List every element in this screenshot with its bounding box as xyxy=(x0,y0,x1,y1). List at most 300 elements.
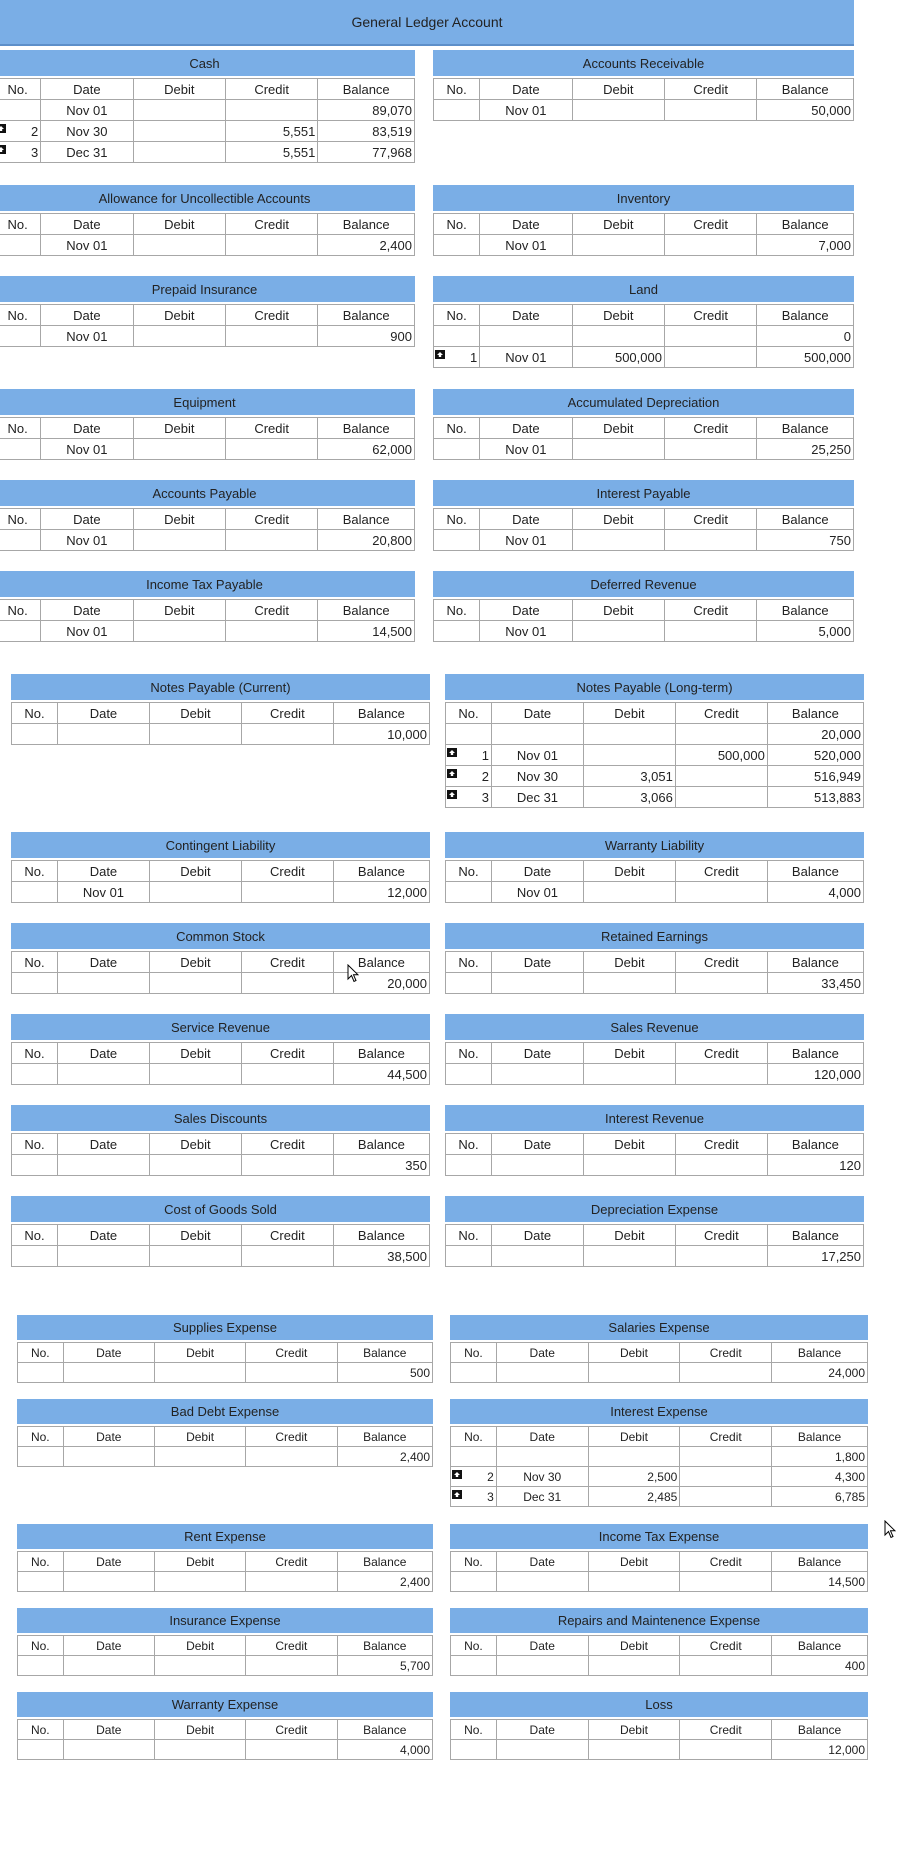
cell-debit[interactable] xyxy=(572,100,664,121)
cell-balance[interactable] xyxy=(772,1467,868,1487)
cell-debit[interactable] xyxy=(133,235,225,256)
cell-date[interactable] xyxy=(491,1155,583,1176)
cell-no[interactable] xyxy=(451,1467,497,1487)
cell-credit[interactable] xyxy=(225,100,317,121)
cell-date[interactable] xyxy=(491,724,583,745)
column-header-no: No. xyxy=(446,703,492,724)
date-value: Dec 31 xyxy=(523,1489,562,1504)
column-header-date: Date xyxy=(491,1225,583,1246)
column-header-credit: Credit xyxy=(241,952,333,973)
cell-date[interactable] xyxy=(496,1740,588,1760)
account-title: Insurance Expense xyxy=(17,1608,433,1635)
table-row xyxy=(12,1155,430,1176)
cell-credit[interactable] xyxy=(675,1155,767,1176)
cell-no[interactable] xyxy=(434,100,480,121)
cell-balance[interactable] xyxy=(772,1447,868,1467)
cell-credit[interactable] xyxy=(664,621,756,642)
cell-debit[interactable] xyxy=(154,1363,245,1383)
cell-balance[interactable] xyxy=(767,724,863,745)
cell-date[interactable] xyxy=(63,1572,154,1592)
cell-credit[interactable] xyxy=(225,121,317,142)
column-header-debit: Debit xyxy=(149,1043,241,1064)
cell-credit[interactable] xyxy=(680,1740,772,1760)
cell-no[interactable] xyxy=(0,326,41,347)
cell-debit[interactable] xyxy=(149,973,241,994)
cell-balance[interactable] xyxy=(767,1155,863,1176)
cell-date[interactable] xyxy=(480,530,572,551)
date-value: Nov 01 xyxy=(505,441,547,457)
cell-credit[interactable] xyxy=(241,724,333,745)
cell-balance[interactable] xyxy=(318,142,415,163)
header-row xyxy=(434,418,854,439)
cell-debit[interactable] xyxy=(588,1363,680,1383)
account-title: Bad Debt Expense xyxy=(17,1399,433,1426)
cell-date[interactable] xyxy=(496,1363,588,1383)
cell-balance[interactable] xyxy=(333,1155,429,1176)
cell-debit[interactable] xyxy=(572,621,664,642)
cell-date[interactable] xyxy=(41,142,133,163)
ledger-table xyxy=(433,417,854,460)
cell-credit[interactable] xyxy=(241,1246,333,1267)
cell-debit[interactable] xyxy=(133,439,225,460)
table-row xyxy=(0,439,415,460)
cell-debit[interactable] xyxy=(154,1740,245,1760)
cell-debit[interactable] xyxy=(583,766,675,787)
cell-no[interactable] xyxy=(18,1740,64,1760)
cell-date[interactable] xyxy=(63,1740,154,1760)
cell-no[interactable] xyxy=(434,235,480,256)
cell-debit[interactable] xyxy=(572,235,664,256)
cell-credit[interactable] xyxy=(225,235,317,256)
cell-date[interactable] xyxy=(41,439,133,460)
cell-balance[interactable] xyxy=(772,1487,868,1507)
cell-balance[interactable] xyxy=(767,745,863,766)
cell-no[interactable] xyxy=(446,882,492,903)
cell-balance[interactable] xyxy=(333,1246,429,1267)
cell-balance[interactable] xyxy=(757,347,854,368)
cell-debit[interactable] xyxy=(149,1246,241,1267)
cell-no[interactable] xyxy=(12,973,58,994)
cell-credit[interactable] xyxy=(664,235,756,256)
cell-balance[interactable] xyxy=(318,621,415,642)
column-header-no: No. xyxy=(446,952,492,973)
debit-value: 3,051 xyxy=(640,768,673,784)
cell-date[interactable] xyxy=(57,973,149,994)
cell-debit[interactable] xyxy=(588,1740,680,1760)
cell-debit[interactable] xyxy=(133,326,225,347)
column-header-date: Date xyxy=(57,1225,149,1246)
cell-no[interactable] xyxy=(451,1656,497,1676)
header-row xyxy=(12,952,430,973)
column-header-credit: Credit xyxy=(664,509,756,530)
cell-date[interactable] xyxy=(63,1447,154,1467)
cell-no[interactable] xyxy=(446,1155,492,1176)
journal-link-icon[interactable] xyxy=(0,124,6,133)
cell-balance[interactable] xyxy=(767,1064,863,1085)
cell-date[interactable] xyxy=(480,439,572,460)
column-header-no: No. xyxy=(0,79,41,100)
column-header-no: No. xyxy=(0,214,41,235)
cell-date[interactable] xyxy=(480,326,572,347)
cell-balance[interactable] xyxy=(337,1656,432,1676)
cell-date[interactable] xyxy=(63,1363,154,1383)
cell-credit[interactable] xyxy=(225,326,317,347)
cell-debit[interactable] xyxy=(583,745,675,766)
column-header-debit: Debit xyxy=(583,1134,675,1155)
date-value: Nov 01 xyxy=(82,884,125,900)
ledger-table xyxy=(445,951,864,994)
cell-debit[interactable] xyxy=(133,142,225,163)
cell-debit[interactable] xyxy=(572,326,664,347)
cell-balance[interactable] xyxy=(318,530,415,551)
cell-no[interactable] xyxy=(446,766,492,787)
cell-no[interactable] xyxy=(18,1363,64,1383)
cell-debit[interactable] xyxy=(133,621,225,642)
cell-date[interactable] xyxy=(491,1064,583,1085)
cell-date[interactable] xyxy=(491,745,583,766)
cell-debit[interactable] xyxy=(133,100,225,121)
cell-credit[interactable] xyxy=(664,347,756,368)
column-header-credit: Credit xyxy=(675,1134,767,1155)
cell-date[interactable] xyxy=(57,1155,149,1176)
cell-date[interactable] xyxy=(57,882,149,903)
cell-balance[interactable] xyxy=(757,100,854,121)
header-row xyxy=(12,861,430,882)
cell-credit[interactable] xyxy=(675,882,767,903)
cell-no[interactable] xyxy=(12,882,58,903)
ledger-table xyxy=(0,213,415,256)
date-value: Nov 30 xyxy=(516,768,559,784)
ledger-account-equipment xyxy=(0,389,415,460)
cell-debit[interactable] xyxy=(149,882,241,903)
cell-credit[interactable] xyxy=(246,1447,337,1467)
ledger-table xyxy=(433,304,854,368)
journal-link-icon[interactable] xyxy=(452,1490,462,1499)
cell-credit[interactable] xyxy=(246,1656,337,1676)
cell-debit[interactable] xyxy=(588,1467,680,1487)
cell-date[interactable] xyxy=(480,621,572,642)
column-header-date: Date xyxy=(491,861,583,882)
ledger-table xyxy=(450,1551,868,1592)
cell-credit[interactable] xyxy=(225,530,317,551)
table-row xyxy=(451,1467,868,1487)
cell-date[interactable] xyxy=(41,235,133,256)
cell-date[interactable] xyxy=(57,1246,149,1267)
cell-date[interactable] xyxy=(41,530,133,551)
cell-no[interactable] xyxy=(434,326,480,347)
cell-date[interactable] xyxy=(496,1487,588,1507)
balance-value: 14,500 xyxy=(828,1574,865,1589)
cell-no[interactable] xyxy=(446,1064,492,1085)
cell-debit[interactable] xyxy=(583,1155,675,1176)
cell-no[interactable] xyxy=(446,787,492,808)
cell-credit[interactable] xyxy=(675,745,767,766)
cell-debit[interactable] xyxy=(133,530,225,551)
account-title: Accounts Payable xyxy=(0,480,415,508)
cell-credit[interactable] xyxy=(680,1363,772,1383)
column-header-credit: Credit xyxy=(664,600,756,621)
date-value: Dec 31 xyxy=(66,144,108,160)
journal-link-icon[interactable] xyxy=(435,350,445,359)
cell-debit[interactable] xyxy=(572,439,664,460)
cell-no[interactable] xyxy=(451,1447,497,1467)
cell-no[interactable] xyxy=(18,1656,64,1676)
ledger-account-inventory xyxy=(433,185,854,256)
cell-credit[interactable] xyxy=(680,1572,772,1592)
cell-no[interactable] xyxy=(451,1487,497,1507)
account-title: Interest Payable xyxy=(433,480,854,508)
cell-balance[interactable] xyxy=(337,1740,432,1760)
cell-balance[interactable] xyxy=(337,1572,432,1592)
cell-no[interactable] xyxy=(446,745,492,766)
column-header-debit: Debit xyxy=(583,861,675,882)
cell-date[interactable] xyxy=(496,1467,588,1487)
cell-no[interactable] xyxy=(451,1363,497,1383)
table-row xyxy=(0,621,415,642)
cell-debit[interactable] xyxy=(133,121,225,142)
journal-link-icon[interactable] xyxy=(452,1470,462,1479)
column-header-no: No. xyxy=(12,1043,58,1064)
no-value: 3 xyxy=(481,789,489,805)
account-title: Cash xyxy=(0,50,415,78)
cell-debit[interactable] xyxy=(588,1487,680,1507)
cell-balance[interactable] xyxy=(772,1656,868,1676)
cell-credit[interactable] xyxy=(675,766,767,787)
column-header-no: No. xyxy=(18,1343,64,1363)
ledger-table xyxy=(17,1635,433,1676)
balance-value: 500,000 xyxy=(804,349,851,365)
cell-no[interactable] xyxy=(434,347,480,368)
column-header-date: Date xyxy=(57,952,149,973)
cell-balance[interactable] xyxy=(767,766,863,787)
cell-debit[interactable] xyxy=(583,1064,675,1085)
cell-no[interactable] xyxy=(451,1740,497,1760)
cell-credit[interactable] xyxy=(680,1487,772,1507)
cell-no[interactable] xyxy=(434,439,480,460)
cell-debit[interactable] xyxy=(572,530,664,551)
cell-balance[interactable] xyxy=(337,1363,432,1383)
column-header-no: No. xyxy=(446,1043,492,1064)
cell-balance[interactable] xyxy=(757,235,854,256)
column-header-debit: Debit xyxy=(133,79,225,100)
cell-no[interactable] xyxy=(451,1572,497,1592)
balance-value: 14,500 xyxy=(372,623,412,639)
cell-balance[interactable] xyxy=(767,787,863,808)
cell-balance[interactable] xyxy=(772,1740,868,1760)
cell-credit[interactable] xyxy=(680,1467,772,1487)
cell-credit[interactable] xyxy=(664,100,756,121)
cell-date[interactable] xyxy=(491,766,583,787)
cell-no[interactable] xyxy=(0,235,41,256)
column-header-balance: Balance xyxy=(757,509,854,530)
cell-no[interactable] xyxy=(12,724,58,745)
cell-no[interactable] xyxy=(12,1064,58,1085)
column-header-date: Date xyxy=(63,1343,154,1363)
cell-date[interactable] xyxy=(496,1656,588,1676)
ledger-table xyxy=(445,1042,864,1085)
column-header-date: Date xyxy=(57,1043,149,1064)
cell-credit[interactable] xyxy=(675,973,767,994)
cell-no[interactable] xyxy=(18,1447,64,1467)
balance-value: 120,000 xyxy=(814,1066,861,1082)
cell-no[interactable] xyxy=(12,1246,58,1267)
column-header-debit: Debit xyxy=(154,1552,245,1572)
cell-no[interactable] xyxy=(12,1155,58,1176)
cell-balance[interactable] xyxy=(757,439,854,460)
cell-no[interactable] xyxy=(446,973,492,994)
cell-credit[interactable] xyxy=(675,787,767,808)
cell-no[interactable] xyxy=(0,621,41,642)
date-value: Nov 01 xyxy=(505,349,547,365)
cell-debit[interactable] xyxy=(149,1064,241,1085)
column-header-balance: Balance xyxy=(318,509,415,530)
cell-balance[interactable] xyxy=(772,1572,868,1592)
cell-no[interactable] xyxy=(0,121,41,142)
balance-value: 513,883 xyxy=(814,789,861,805)
cell-credit[interactable] xyxy=(680,1656,772,1676)
table-row xyxy=(446,882,864,903)
table-row xyxy=(434,530,854,551)
cell-debit[interactable] xyxy=(154,1447,245,1467)
ledger-account-prepaid-insurance xyxy=(0,276,415,347)
cell-debit[interactable] xyxy=(583,787,675,808)
cell-credit[interactable] xyxy=(246,1363,337,1383)
cell-date[interactable] xyxy=(41,121,133,142)
cell-debit[interactable] xyxy=(154,1572,245,1592)
cell-balance[interactable] xyxy=(333,1064,429,1085)
cell-no[interactable] xyxy=(0,100,41,121)
cell-balance[interactable] xyxy=(318,235,415,256)
cell-date[interactable] xyxy=(491,1246,583,1267)
cell-no[interactable] xyxy=(434,530,480,551)
cell-balance[interactable] xyxy=(318,439,415,460)
column-header-no: No. xyxy=(12,1134,58,1155)
cell-balance[interactable] xyxy=(318,326,415,347)
cell-credit[interactable] xyxy=(225,439,317,460)
ledger-table xyxy=(0,508,415,551)
cell-credit[interactable] xyxy=(675,724,767,745)
cell-credit[interactable] xyxy=(241,882,333,903)
balance-value: 0 xyxy=(843,328,851,344)
cell-credit[interactable] xyxy=(241,1155,333,1176)
cell-no[interactable] xyxy=(446,1246,492,1267)
cell-date[interactable] xyxy=(41,621,133,642)
cell-no[interactable] xyxy=(0,142,41,163)
cell-date[interactable] xyxy=(57,1064,149,1085)
cell-debit[interactable] xyxy=(149,724,241,745)
cell-debit[interactable] xyxy=(583,882,675,903)
cell-balance[interactable] xyxy=(318,121,415,142)
cell-balance[interactable] xyxy=(757,621,854,642)
cell-balance[interactable] xyxy=(333,724,429,745)
cell-balance[interactable] xyxy=(767,1246,863,1267)
cell-date[interactable] xyxy=(491,787,583,808)
cell-no[interactable] xyxy=(0,530,41,551)
cell-date[interactable] xyxy=(496,1572,588,1592)
cell-debit[interactable] xyxy=(588,1572,680,1592)
cell-balance[interactable] xyxy=(757,326,854,347)
cell-debit[interactable] xyxy=(583,973,675,994)
cell-date[interactable] xyxy=(480,235,572,256)
cell-credit[interactable] xyxy=(675,1064,767,1085)
cell-credit[interactable] xyxy=(241,973,333,994)
header-row xyxy=(446,1134,864,1155)
cell-credit[interactable] xyxy=(246,1740,337,1760)
table-row xyxy=(12,1064,430,1085)
cell-debit[interactable] xyxy=(154,1656,245,1676)
cell-balance[interactable] xyxy=(337,1447,432,1467)
account-title: Deferred Revenue xyxy=(433,571,854,599)
cell-balance[interactable] xyxy=(333,882,429,903)
cell-balance[interactable] xyxy=(318,100,415,121)
cell-credit[interactable] xyxy=(225,142,317,163)
cell-date[interactable] xyxy=(491,973,583,994)
cell-balance[interactable] xyxy=(767,973,863,994)
column-header-no: No. xyxy=(434,305,480,326)
balance-value: 20,000 xyxy=(387,975,427,991)
journal-link-icon[interactable] xyxy=(447,748,457,757)
cell-credit[interactable] xyxy=(246,1572,337,1592)
ledger-account-allowance xyxy=(0,185,415,256)
cell-debit[interactable] xyxy=(583,724,675,745)
cell-credit[interactable] xyxy=(664,530,756,551)
cell-credit[interactable] xyxy=(664,439,756,460)
cell-credit[interactable] xyxy=(680,1447,772,1467)
cell-date[interactable] xyxy=(41,326,133,347)
table-row xyxy=(434,347,854,368)
cell-debit[interactable] xyxy=(588,1656,680,1676)
cell-balance[interactable] xyxy=(772,1363,868,1383)
balance-value: 50,000 xyxy=(811,102,851,118)
column-header-credit: Credit xyxy=(246,1552,337,1572)
ledger-account-accounts-payable xyxy=(0,480,415,551)
cell-date[interactable] xyxy=(496,1447,588,1467)
cell-debit[interactable] xyxy=(583,1246,675,1267)
balance-value: 516,949 xyxy=(814,768,861,784)
cell-no[interactable] xyxy=(0,439,41,460)
cell-credit[interactable] xyxy=(675,1246,767,1267)
cell-credit[interactable] xyxy=(225,621,317,642)
cell-balance[interactable] xyxy=(757,530,854,551)
cell-date[interactable] xyxy=(63,1656,154,1676)
cell-debit[interactable] xyxy=(149,1155,241,1176)
credit-value: 5,551 xyxy=(282,123,316,139)
cell-no[interactable] xyxy=(446,724,492,745)
cell-no[interactable] xyxy=(18,1572,64,1592)
cell-date[interactable] xyxy=(491,882,583,903)
journal-link-icon[interactable] xyxy=(447,769,457,778)
header-row xyxy=(0,509,415,530)
cell-debit[interactable] xyxy=(572,347,664,368)
journal-link-icon[interactable] xyxy=(447,790,457,799)
header-row xyxy=(434,600,854,621)
cell-credit[interactable] xyxy=(664,326,756,347)
cell-date[interactable] xyxy=(41,100,133,121)
table-row xyxy=(446,1064,864,1085)
account-title: Accounts Receivable xyxy=(433,50,854,78)
journal-link-icon[interactable] xyxy=(0,145,6,154)
cell-credit[interactable] xyxy=(241,1064,333,1085)
table-row xyxy=(451,1740,868,1760)
cell-debit[interactable] xyxy=(588,1447,680,1467)
column-header-balance: Balance xyxy=(318,79,415,100)
cell-date[interactable] xyxy=(480,347,572,368)
header-row xyxy=(0,600,415,621)
cell-balance[interactable] xyxy=(767,882,863,903)
cell-date[interactable] xyxy=(480,100,572,121)
cell-date[interactable] xyxy=(57,724,149,745)
cell-no[interactable] xyxy=(434,621,480,642)
